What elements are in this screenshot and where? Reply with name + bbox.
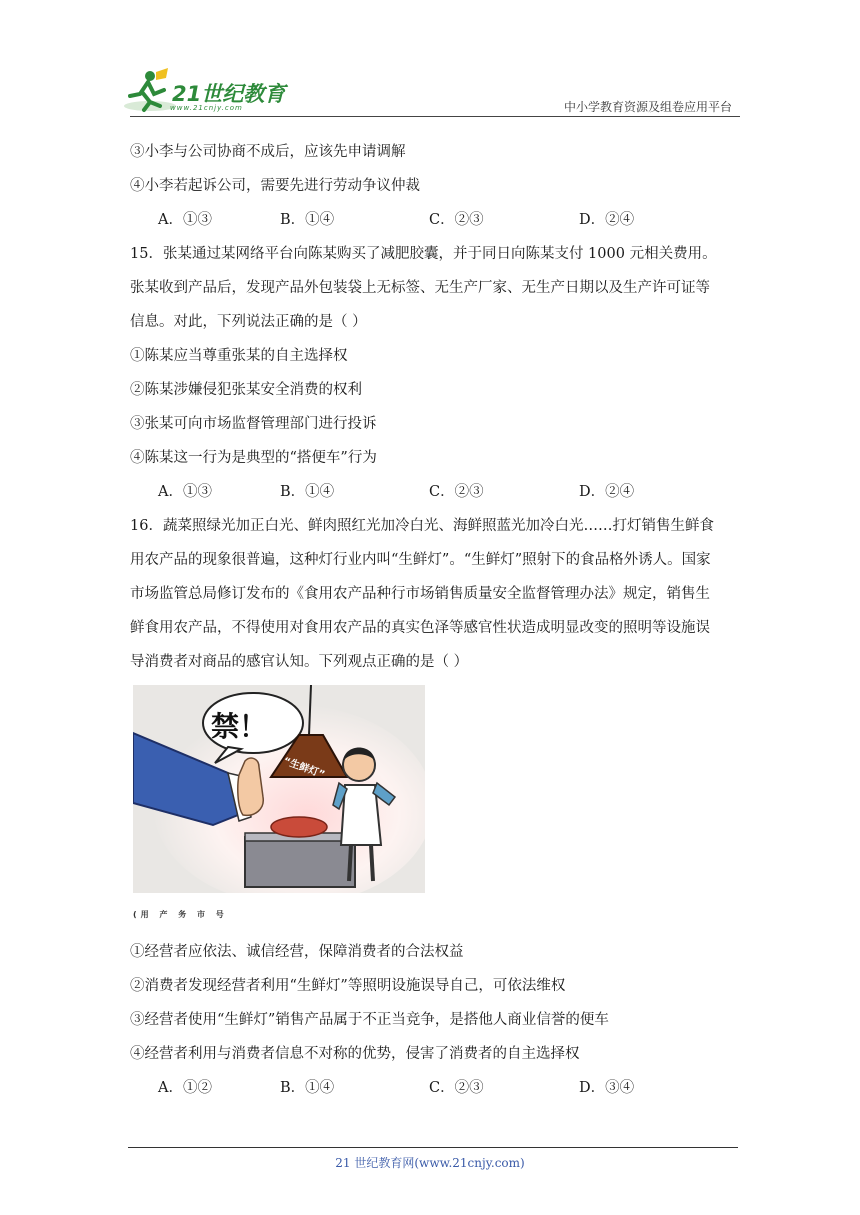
q15-option-b: B．①④: [280, 484, 335, 500]
q16-stem-line: 16．蔬菜照绿光加正白光、鲜肉照红光加冷白光、海鲜照蓝光加冷白光……打灯销售生鲜食: [130, 518, 714, 534]
q15-option-c: C．②③: [429, 484, 484, 500]
q15-item-1: ①陈某应当尊重张某的自主选择权: [130, 348, 348, 364]
table: [245, 837, 355, 887]
q15-option-d: D．②④: [579, 484, 635, 500]
q15-option-a: A．①③: [158, 484, 212, 500]
q16-option-c: C．②③: [429, 1080, 484, 1096]
header-divider: [130, 116, 740, 117]
q16-item-4: ④经营者利用与消费者信息不对称的优势，侵害了消费者的自主选择权: [130, 1046, 580, 1062]
runner-logo-icon: [120, 66, 176, 114]
q14-option-a: A．①③: [158, 212, 212, 228]
q15-stem-line: 张某收到产品后，发现产品外包装袋上无标签、无生产厂家、无生产日期以及生产许可证等: [130, 280, 710, 296]
q15-item-4: ④陈某这一行为是典型的“搭便车”行为: [130, 450, 377, 466]
q16-stem-line: 导消费者对商品的感官认知。下列观点正确的是（ ）: [130, 654, 469, 670]
q14-item-3: ③小李与公司协商不成后，应该先申请调解: [130, 144, 406, 160]
q16-item-1: ①经营者应依法、诚信经营，保障消费者的合法权益: [130, 944, 464, 960]
q15-stem-line: 信息。对此，下列说法正确的是（ ）: [130, 314, 367, 330]
q16-item-3: ③经营者使用“生鲜灯”销售产品属于不正当竞争，是搭他人商业信誉的便车: [130, 1012, 609, 1028]
q16-stem-line: 市场监管总局修订发布的《食用农产品种行市场销售质量安全监督管理办法》规定，销售生: [130, 586, 710, 602]
q16-option-a: A．①②: [158, 1080, 212, 1096]
speech-text: 禁！: [211, 710, 268, 743]
q14-option-b: B．①④: [280, 212, 335, 228]
page-header: [120, 60, 740, 116]
q14-option-d: D．②④: [579, 212, 635, 228]
meat: [271, 817, 327, 837]
q15-item-3: ③张某可向市场监督管理部门进行投诉: [130, 416, 377, 432]
q16-stem-line: 用农产品的现象很普遍，这种灯行业内叫“生鲜灯”。“生鲜灯”照射下的食品格外诱人。国家: [130, 552, 711, 568]
q14-option-c: C．②③: [429, 212, 484, 228]
platform-tag: 中小学教育资源及组卷应用平台: [563, 100, 732, 114]
q16-item-2: ②消费者发现经营者利用“生鲜灯”等照明设施误导自己，可依法维权: [130, 978, 566, 994]
fresh-lamp-cartoon: [133, 685, 425, 893]
lamp-label: “生鲜灯”: [281, 755, 327, 781]
figure-caption: (用 产 务 市 号: [133, 910, 228, 919]
logo-url: www.21cnjy.com: [170, 104, 243, 112]
q16-option-b: B．①④: [280, 1080, 335, 1096]
footer-link[interactable]: 21 世纪教育网(www.21cnjy.com): [335, 1156, 525, 1170]
q15-item-2: ②陈某涉嫌侵犯张某安全消费的权利: [130, 382, 362, 398]
footer-divider: [128, 1147, 738, 1148]
logo-text: 21世纪教育: [172, 82, 286, 106]
site-logo: [120, 66, 290, 114]
q16-option-d: D．③④: [579, 1080, 635, 1096]
q16-stem-line: 鲜食用农产品，不得使用对食用农产品的真实色泽等感官性状造成明显改变的照明等设施误: [130, 620, 710, 636]
q15-stem-line: 15．张某通过某网络平台向陈某购买了减肥胶囊，并于同日向陈某支付 1000 元相关费用。: [130, 246, 717, 262]
q14-item-4: ④小李若起诉公司，需要先进行劳动争议仲裁: [130, 178, 420, 194]
